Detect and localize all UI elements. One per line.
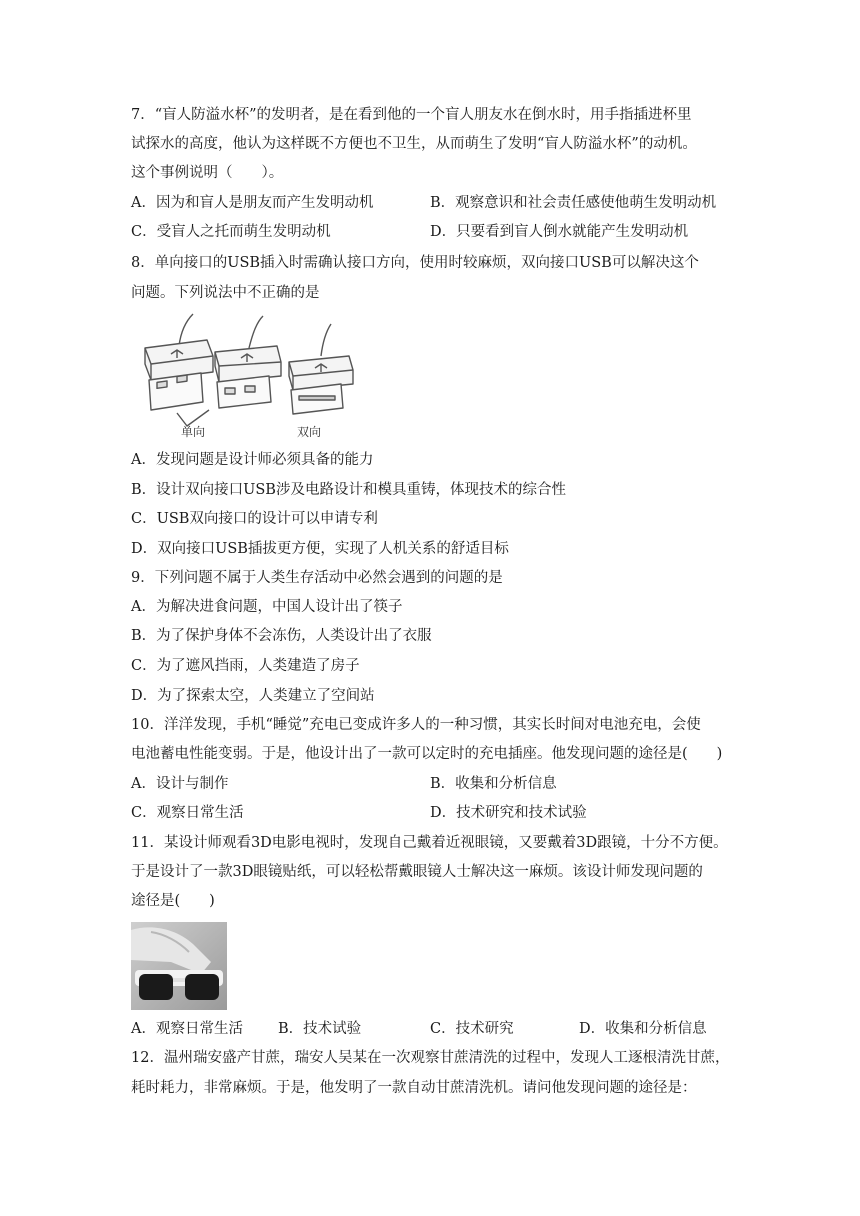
usb-connector-single-1 <box>145 340 213 410</box>
q7-stem-line3: 这个事例说明（ ）。 <box>131 165 284 181</box>
q11-option-d: D．收集和分析信息 <box>579 1021 707 1037</box>
q8-option-c: C．USB双向接口的设计可以申请专利 <box>131 511 378 527</box>
q8-option-d: D．双向接口USB插拔更方便，实现了人机关系的舒适目标 <box>131 541 509 557</box>
q9-option-c: C．为了遮风挡雨，人类建造了房子 <box>131 658 360 674</box>
q8-option-b: B．设计双向接口USB涉及电路设计和模具重铸，体现技术的综合性 <box>131 482 566 498</box>
q7-option-c: C．受盲人之托而萌生发明动机 <box>131 224 331 240</box>
q8-stem-line1: 8．单向接口的USB插入时需确认接口方向，使用时较麻烦，双向接口USB可以解决这个 <box>131 255 699 271</box>
usb-cable-2 <box>249 316 263 348</box>
q10-option-a: A．设计与制作 <box>131 776 229 792</box>
q11-stem-line1: 11．某设计师观看3D电影电视时，发现自己戴着近视眼镜，又要戴着3D跟镜，十分不方便。 <box>131 835 728 851</box>
q8-option-a: A．发现问题是设计师必须具备的能力 <box>131 452 374 468</box>
usb-connectors-figure <box>131 310 356 440</box>
q10-stem-line2: 电池蓄电性能变弱。于是，他设计出了一款可以定时的充电插座。他发现问题的途径是( ) <box>131 746 723 762</box>
q9-option-a: A．为解决进食问题，中国人设计出了筷子 <box>131 599 403 615</box>
3d-glasses-photo <box>131 922 227 1010</box>
q10-option-c: C．观察日常生活 <box>131 805 244 821</box>
q9-option-d: D．为了探索太空，人类建立了空间站 <box>131 688 375 704</box>
q10-stem-line1: 10．洋洋发现，手机“睡觉”充电已变成许多人的一种习惯，其实长时间对电池充电，会使 <box>131 717 701 733</box>
q11-option-b: B．技术试验 <box>278 1021 362 1037</box>
usb-connector-double <box>289 356 353 414</box>
q7-stem-line2: 试探水的高度，他认为这样既不方便也不卫生，从而萌生了发明“盲人防溢水杯”的动机。 <box>131 136 697 152</box>
usb-cable-1 <box>179 314 193 346</box>
q8-stem-line2: 问题。下列说法中不正确的是 <box>131 285 320 301</box>
usb-connector-single-2 <box>215 346 281 408</box>
label-single: 单向 <box>181 425 206 439</box>
usb-cable-3 <box>321 324 331 356</box>
q11-stem-line3: 途径是( ) <box>131 893 215 909</box>
label-double: 双向 <box>297 425 322 439</box>
q9-option-b: B．为了保护身体不会冻伤，人类设计出了衣服 <box>131 628 432 644</box>
q7-option-a: A．因为和盲人是朋友而产生发明动机 <box>131 195 374 211</box>
q11-option-a: A．观察日常生活 <box>131 1021 243 1037</box>
q10-option-b: B．收集和分析信息 <box>430 776 557 792</box>
q10-option-d: D．技术研究和技术试验 <box>430 805 587 821</box>
right-lens <box>185 974 219 1000</box>
left-lens <box>139 974 173 1000</box>
q12-stem-line1: 12．温州瑞安盛产甘蔗，瑞安人吴某在一次观察甘蔗清洗的过程中，发现人工逐根清洗甘蔗， <box>131 1050 730 1066</box>
q11-option-c: C．技术研究 <box>430 1021 514 1037</box>
q12-stem-line2: 耗时耗力，非常麻烦。于是，他发明了一款自动甘蔗清洗机。请问他发现问题的途径是： <box>131 1080 697 1096</box>
q11-stem-line2: 于是设计了一款3D眼镜贴纸，可以轻松帮戴眼镜人士解决这一麻烦。该设计师发现问题的 <box>131 864 703 880</box>
single-pointer-lines <box>177 410 209 426</box>
q9-stem: 9．下列问题不属于人类生存活动中必然会遇到的问题的是 <box>131 570 503 586</box>
q7-stem-line1: 7．“盲人防溢水杯”的发明者，是在看到他的一个盲人朋友水在倒水时，用手指插进杯里 <box>131 107 692 123</box>
q7-option-b: B．观察意识和社会责任感使他萌生发明动机 <box>430 195 717 211</box>
q7-option-d: D．只要看到盲人倒水就能产生发明动机 <box>430 224 689 240</box>
